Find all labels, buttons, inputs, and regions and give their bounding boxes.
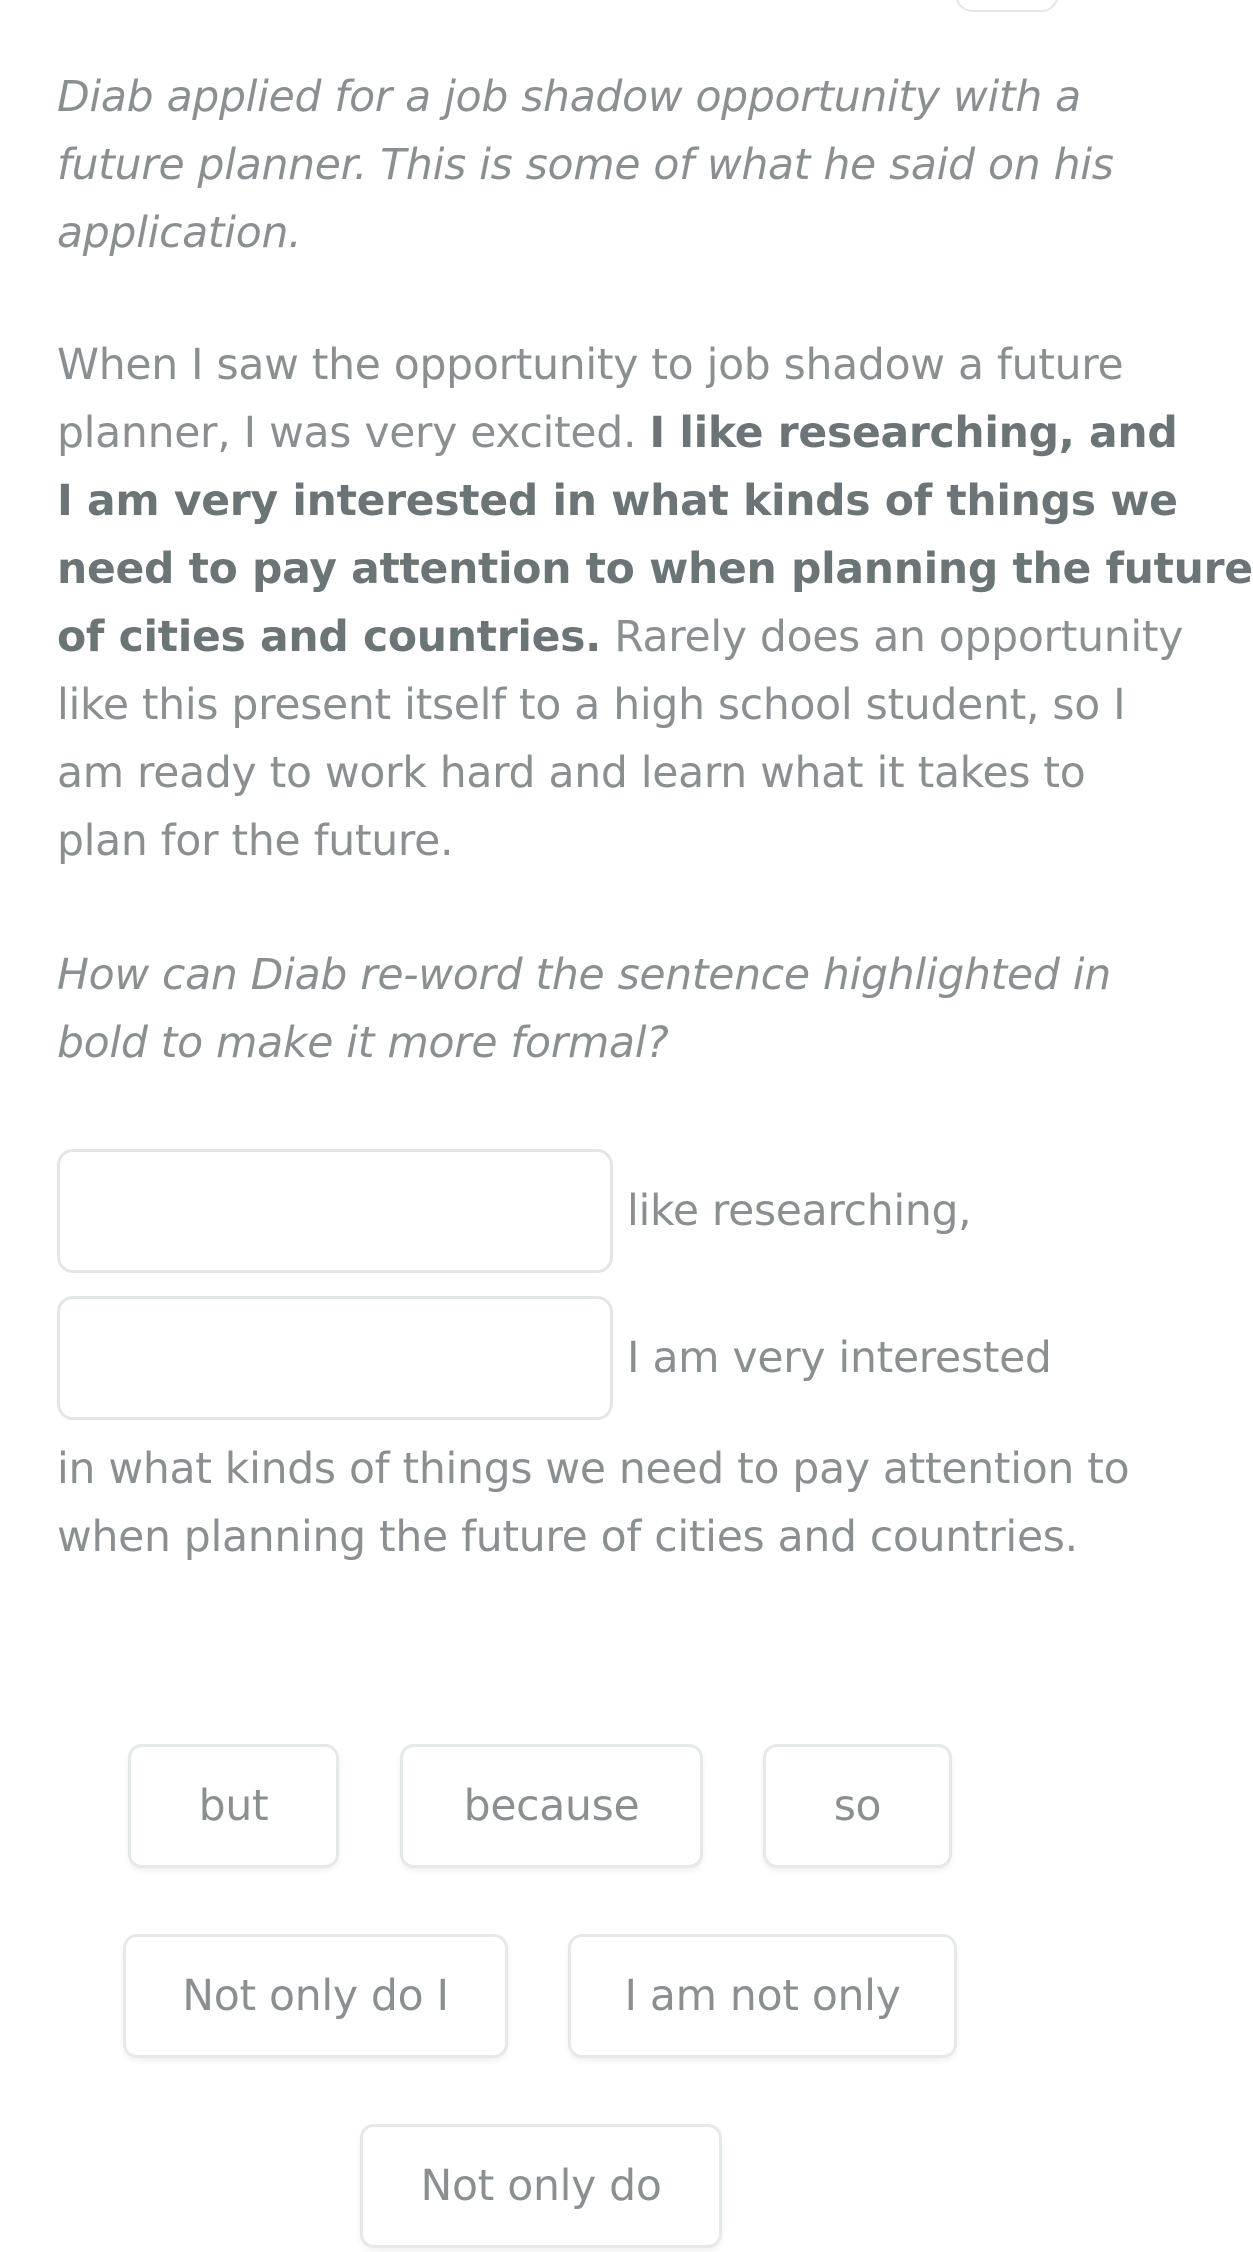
answer-tail-line: when planning the future of cities and countries. [57, 1513, 1078, 1562]
passage-line: am ready to work hard and learn what it takes to [57, 749, 1086, 798]
answer-tail-line: in what kinds of things we need to pay attention to [57, 1445, 1130, 1494]
passage-line [57, 536, 1253, 604]
answer-text: I am very interested [627, 1333, 1052, 1383]
passage-line [57, 468, 1178, 536]
answer-blank-1[interactable] [57, 1149, 613, 1273]
answer-blank-2[interactable] [57, 1296, 613, 1420]
answer-row-2 [57, 1293, 1052, 1423]
passage-line: plan for the future. [57, 817, 454, 866]
prompt-text [57, 64, 1114, 268]
answer-text: like researching, [627, 1186, 972, 1236]
choice-not-only-do-i[interactable]: Not only do I [123, 1934, 508, 2058]
prompt-line: future planner. This is some of what he said on his [57, 141, 1114, 190]
passage-text: planner, I was very excited. [57, 409, 650, 458]
answer-sentence-tail [57, 1436, 1130, 1572]
application-passage [57, 332, 1253, 876]
passage-line [57, 604, 1184, 672]
answer-row-1 [57, 1146, 971, 1276]
passage-line [57, 400, 1178, 468]
passage-line: When I saw the opportunity to job shadow a future [57, 341, 1124, 390]
highlighted-sentence: I am very interested in what kinds of things we [57, 477, 1178, 526]
highlighted-sentence: I like researching, and [649, 409, 1178, 458]
highlighted-sentence: need to pay attention to when planning the future [57, 545, 1253, 594]
choice-i-am-not-only[interactable]: I am not only [568, 1934, 957, 2058]
highlighted-sentence: of cities and countries. [57, 613, 602, 662]
choice-so[interactable]: so [763, 1744, 952, 1868]
passage-line: like this present itself to a high school student, so I [57, 681, 1126, 730]
choice-not-only-do[interactable]: Not only do [360, 2124, 722, 2248]
question-text [57, 942, 1111, 1078]
prompt-line: application. [57, 209, 302, 258]
choice-because[interactable]: because [400, 1744, 703, 1868]
choice-but[interactable]: but [128, 1744, 339, 1868]
top-edge-button[interactable] [955, 0, 1059, 12]
question-line: bold to make it more formal? [57, 1019, 669, 1068]
passage-text: Rarely does an opportunity [601, 613, 1184, 662]
prompt-line: Diab applied for a job shadow opportunity with a [57, 73, 1081, 122]
question-line: How can Diab re-word the sentence highlighted in [57, 951, 1111, 1000]
